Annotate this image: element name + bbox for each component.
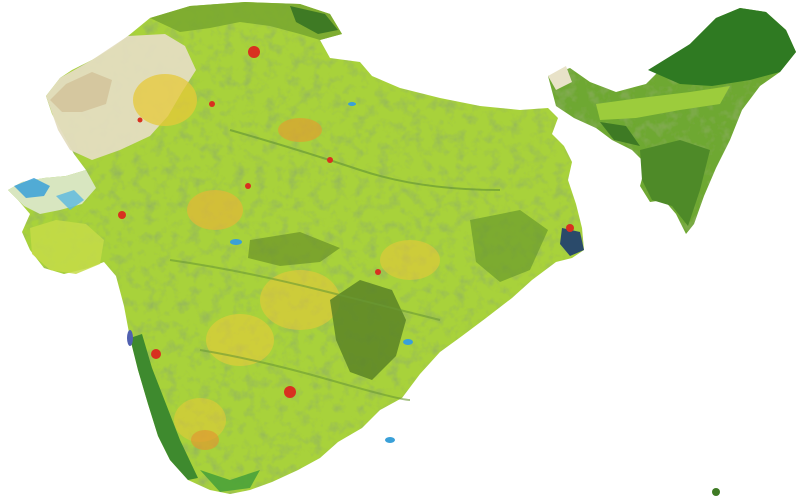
urban-area (209, 101, 215, 107)
urban-area (566, 224, 574, 232)
water-body (403, 339, 413, 345)
urban-area (375, 269, 381, 275)
ne-hills (640, 140, 710, 226)
urban-area (245, 183, 251, 189)
water-body (230, 239, 242, 245)
urban-area (138, 118, 143, 123)
orange-patch (278, 118, 322, 142)
water-body (385, 437, 395, 443)
fallow-patch (380, 240, 440, 280)
urban-area (248, 46, 260, 58)
fallow-patch (133, 74, 197, 126)
water-body (348, 102, 356, 106)
urban-area (151, 349, 161, 359)
island (712, 488, 720, 496)
fallow-patch (187, 190, 243, 230)
northeast-region (548, 8, 796, 234)
mainland-region (8, 2, 584, 494)
urban-area (118, 211, 126, 219)
water-body (127, 330, 133, 346)
orange-patch (191, 430, 219, 450)
urban-area (327, 157, 333, 163)
urban-area (284, 386, 296, 398)
